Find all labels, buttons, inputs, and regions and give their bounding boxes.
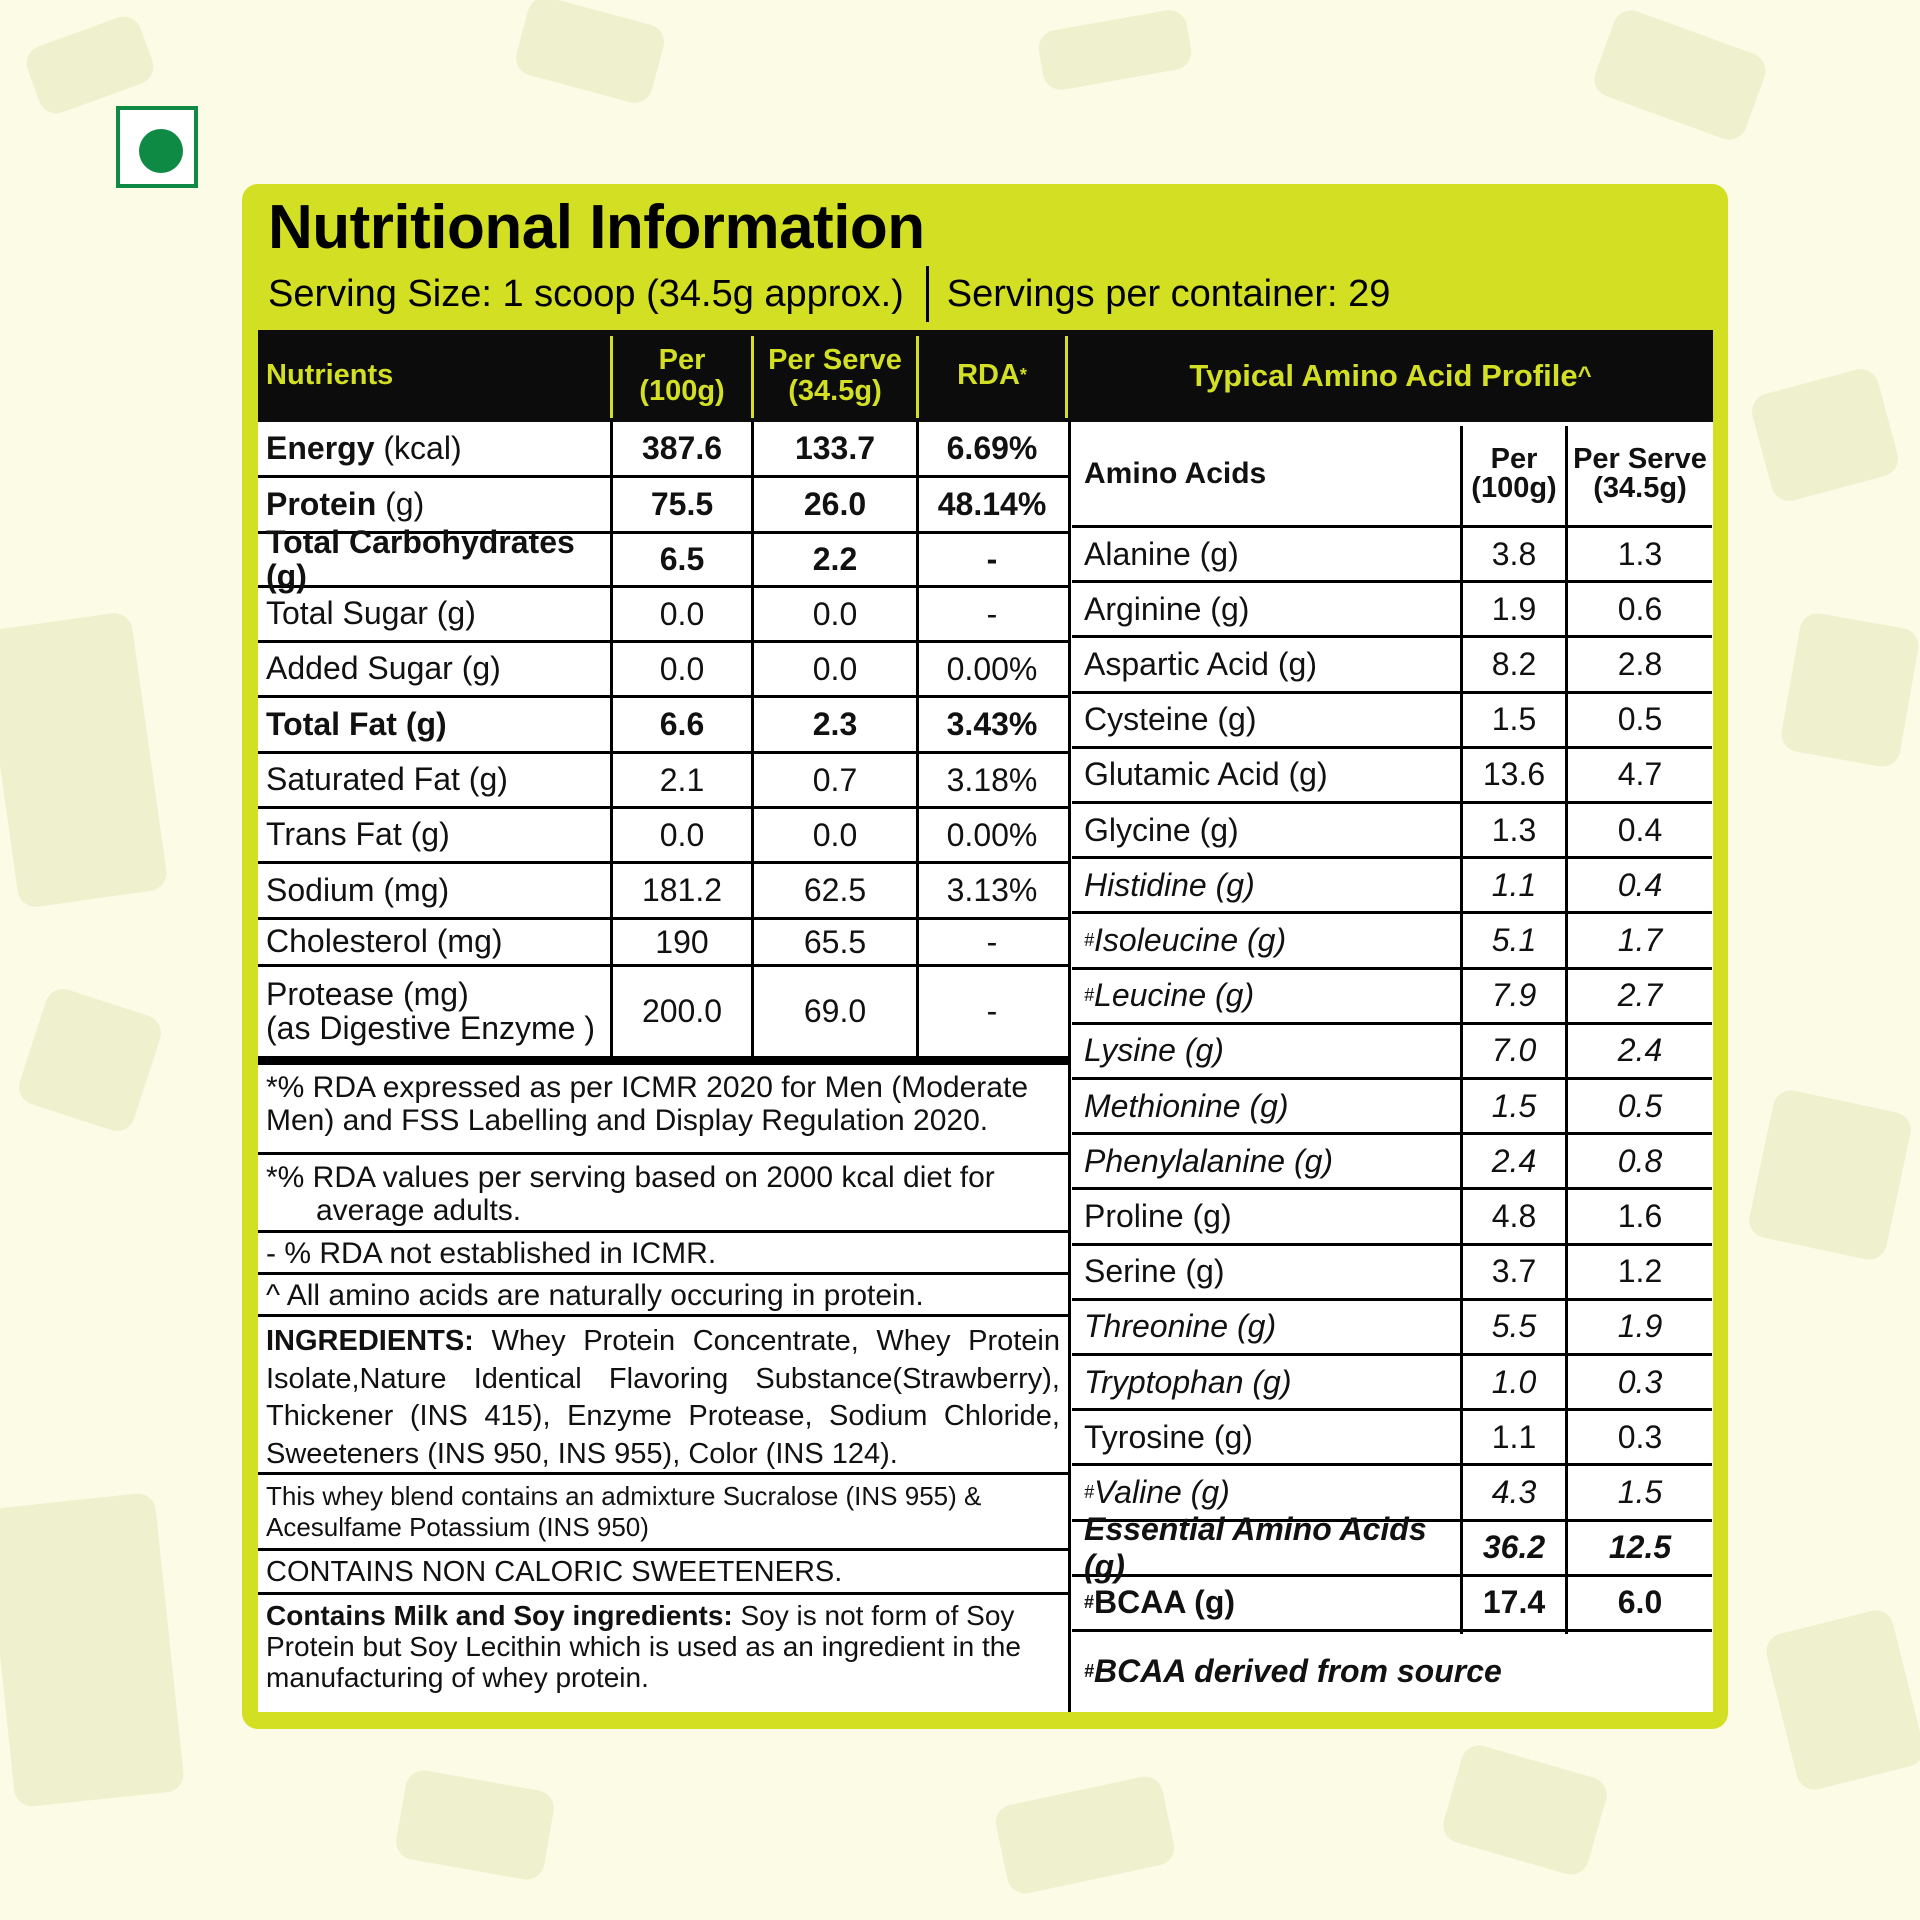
table-row xyxy=(1072,1190,1712,1245)
allergen-note: Contains Milk and Soy ingredients: Soy is not form of Soy Protein but Soy Lecithin which is used as an ingredient in the manufacturing of whey protein. xyxy=(266,1600,1021,1693)
amino-acid-name: Histidine (g) xyxy=(1084,866,1255,903)
table-row xyxy=(1072,970,1712,1025)
amino-acid-name: Glycine (g) xyxy=(1084,811,1239,848)
perserve-value: 0.0 xyxy=(812,595,858,632)
servings-per-container: Servings per container: 29 xyxy=(946,272,1391,315)
table-row xyxy=(1072,1411,1712,1466)
table-row xyxy=(1072,694,1712,749)
header-per100: Per (100g) xyxy=(639,343,725,407)
amino-col-perserve: Per Serve (34.5g) xyxy=(1573,442,1707,504)
rda-value: 3.43% xyxy=(946,706,1038,742)
rda-value: - xyxy=(986,541,998,577)
per100-value: 1.3 xyxy=(1491,811,1537,848)
table-header xyxy=(258,330,1713,422)
perserve-value: 6.0 xyxy=(1617,1584,1663,1621)
perserve-value: 62.5 xyxy=(803,872,867,908)
per100-value: 36.2 xyxy=(1482,1529,1546,1566)
rda-value: 6.69% xyxy=(946,430,1038,466)
perserve-value: 0.7 xyxy=(812,761,858,798)
note-rda-icmr: *% RDA expressed as per ICMR 2020 for Men (Moderate Men) and FSS Labelling and Display Regulation 2020. xyxy=(258,1065,1068,1155)
table-row xyxy=(258,422,1068,478)
per100-value: 2.4 xyxy=(1491,1142,1537,1179)
table-row xyxy=(258,967,1068,1056)
per100-value: 0.0 xyxy=(659,595,705,632)
perserve-value: 0.5 xyxy=(1617,1087,1663,1124)
table-row xyxy=(1072,1577,1712,1632)
table-row xyxy=(258,643,1068,698)
per100-value: 5.1 xyxy=(1491,921,1537,958)
table-row xyxy=(1072,1025,1712,1080)
table-row xyxy=(1072,859,1712,914)
amino-acid-name: Arginine (g) xyxy=(1084,590,1250,627)
amino-acid-name: Alanine (g) xyxy=(1084,535,1239,572)
per100-value: 1.5 xyxy=(1491,701,1537,738)
table-row xyxy=(1072,528,1712,583)
amino-acid-name: Cysteine (g) xyxy=(1084,701,1257,738)
perserve-value: 65.5 xyxy=(803,923,867,960)
perserve-value: 0.4 xyxy=(1617,811,1663,848)
header-amino-profile: Typical Amino Acid Profile ^ xyxy=(1189,358,1592,394)
amino-acid-name: Aspartic Acid (g) xyxy=(1084,645,1317,682)
table-row xyxy=(258,864,1068,920)
admixture-note: This whey blend contains an admixture Sucralose (INS 955) & Acesulfame Potassium (INS 950) xyxy=(258,1475,1068,1551)
amino-acid-name: Tyrosine (g) xyxy=(1084,1418,1253,1455)
per100-value: 13.6 xyxy=(1482,756,1546,793)
nutrient-name: Saturated Fat (g) xyxy=(266,761,508,798)
per100-value: 0.0 xyxy=(659,816,705,853)
table-row xyxy=(1072,749,1712,804)
table-row xyxy=(1072,583,1712,638)
per100-value: 4.8 xyxy=(1491,1197,1537,1234)
perserve-value: 2.2 xyxy=(812,541,858,577)
table-row xyxy=(1072,1510,1712,1584)
nutrient-name: Total Sugar (g) xyxy=(266,595,476,632)
amino-acid-name: Essential Amino Acids (g) xyxy=(1084,1510,1427,1584)
perserve-value: 0.4 xyxy=(1617,866,1663,903)
table-row xyxy=(1072,1301,1712,1356)
page-title: Nutritional Information xyxy=(268,193,925,262)
perserve-value: 2.7 xyxy=(1617,977,1663,1014)
per100-value: 4.3 xyxy=(1491,1473,1537,1510)
per100-value: 387.6 xyxy=(641,430,723,466)
amino-acid-name: # Isoleucine (g) xyxy=(1084,921,1287,958)
per100-value: 17.4 xyxy=(1482,1584,1546,1621)
nutrient-name: Total Fat (g) xyxy=(266,705,447,742)
rda-value: - xyxy=(986,993,998,1029)
per100-value: 0.0 xyxy=(659,650,705,687)
amino-acid-name: Tryptophan (g) xyxy=(1084,1363,1292,1400)
table-row xyxy=(1072,1246,1712,1301)
header-rda: RDA * xyxy=(957,359,1027,392)
perserve-value: 1.9 xyxy=(1617,1308,1663,1345)
per100-value: 190 xyxy=(655,923,709,960)
bcaa-footnote: # BCAA derived from source xyxy=(1084,1652,1502,1689)
per100-value: 1.1 xyxy=(1491,866,1537,903)
divider xyxy=(926,266,929,322)
header-perserve: Per Serve (34.5g) xyxy=(768,343,902,407)
table-row xyxy=(1072,1356,1712,1411)
amino-acid-name: Threonine (g) xyxy=(1084,1308,1277,1345)
amino-acid-name: Phenylalanine (g) xyxy=(1084,1142,1334,1179)
per100-value: 75.5 xyxy=(650,486,714,522)
rda-value: 0.00% xyxy=(946,650,1038,687)
amino-acid-name: # Leucine (g) xyxy=(1084,977,1255,1014)
table-row xyxy=(1072,638,1712,693)
perserve-value: 1.6 xyxy=(1617,1197,1663,1234)
nutrient-name: Total Carbohydrates (g) xyxy=(266,523,575,594)
table-row xyxy=(258,523,1068,594)
perserve-value: 69.0 xyxy=(803,993,867,1029)
amino-acid-name: # Valine (g) xyxy=(1084,1473,1230,1510)
nutrient-name: Added Sugar (g) xyxy=(266,650,501,687)
table-row xyxy=(1072,804,1712,859)
nutrient-name: Protease (mg) (as Digestive Enzyme ) xyxy=(266,975,595,1046)
perserve-value: 0.6 xyxy=(1617,590,1663,627)
per100-value: 1.1 xyxy=(1491,1418,1537,1455)
amino-acid-name: # BCAA (g) xyxy=(1084,1584,1236,1621)
amino-acid-name: Lysine (g) xyxy=(1084,1032,1224,1069)
perserve-value: 133.7 xyxy=(794,430,876,466)
divider xyxy=(258,1056,1068,1065)
perserve-value: 1.3 xyxy=(1617,535,1663,572)
perserve-value: 2.8 xyxy=(1617,645,1663,682)
perserve-value: 1.7 xyxy=(1617,921,1663,958)
serving-info xyxy=(268,266,1390,322)
divider xyxy=(1068,422,1071,1712)
divider xyxy=(1565,426,1568,1634)
per100-value: 8.2 xyxy=(1491,645,1537,682)
rda-value: - xyxy=(986,595,998,632)
divider xyxy=(1460,426,1463,1634)
table-row xyxy=(258,754,1068,809)
nutrient-name: Cholesterol (mg) xyxy=(266,923,503,960)
vegetarian-mark-icon xyxy=(116,106,198,188)
amino-acid-name: Proline (g) xyxy=(1084,1197,1232,1234)
note-amino-natural: ^ All amino acids are naturally occuring in protein. xyxy=(258,1275,1068,1317)
perserve-value: 2.4 xyxy=(1617,1032,1663,1069)
amino-acid-name: Methionine (g) xyxy=(1084,1087,1289,1124)
nutrient-name: Protein (g) xyxy=(266,485,425,522)
note-rda-not-established: - % RDA not established in ICMR. xyxy=(258,1233,1068,1275)
per100-value: 5.5 xyxy=(1491,1308,1537,1345)
per100-value: 3.7 xyxy=(1491,1253,1537,1290)
per100-value: 181.2 xyxy=(641,872,723,908)
serving-size: Serving Size: 1 scoop (34.5g approx.) xyxy=(268,272,904,315)
rda-value: 0.00% xyxy=(946,816,1038,853)
amino-acid-name: Glutamic Acid (g) xyxy=(1084,756,1328,793)
per100-value: 2.1 xyxy=(659,761,705,798)
per100-value: 7.0 xyxy=(1491,1032,1537,1069)
perserve-value: 0.3 xyxy=(1617,1418,1663,1455)
header-nutrients: Nutrients xyxy=(266,359,394,392)
table-area xyxy=(258,330,1713,1712)
perserve-value: 4.7 xyxy=(1617,756,1663,793)
table-row xyxy=(1072,1080,1712,1135)
amino-col-name: Amino Acids xyxy=(1084,456,1267,490)
amino-col-per100: Per (100g) xyxy=(1471,442,1557,504)
perserve-value: 0.8 xyxy=(1617,1142,1663,1179)
amino-subheader xyxy=(1072,422,1712,528)
per100-value: 200.0 xyxy=(641,993,723,1029)
table-row xyxy=(258,920,1068,967)
note-rda-kcal: *% RDA values per serving based on 2000 kcal diet for average adults. xyxy=(258,1155,1068,1233)
per100-value: 6.6 xyxy=(659,706,705,742)
ingredients: INGREDIENTS: Whey Protein Concentrate, Whey Protein Isolate,Nature Identical Flavoring Substance(Strawberry), Thickener (INS 415), Enzyme Protease, Sodium Chloride, Sweeteners (INS 950, INS 955), Color (INS 124). xyxy=(258,1317,1068,1475)
perserve-value: 0.0 xyxy=(812,650,858,687)
perserve-value: 26.0 xyxy=(803,486,867,522)
table-row xyxy=(258,809,1068,864)
per100-value: 1.5 xyxy=(1491,1087,1537,1124)
table-row xyxy=(258,588,1068,643)
nutrient-name: Trans Fat (g) xyxy=(266,816,450,853)
rda-value: 3.13% xyxy=(946,872,1038,908)
per100-value: 3.8 xyxy=(1491,535,1537,572)
nutrition-panel xyxy=(242,184,1728,1729)
perserve-value: 2.3 xyxy=(812,706,858,742)
perserve-value: 0.0 xyxy=(812,816,858,853)
table-row xyxy=(1072,1135,1712,1190)
nutrient-name: Energy (kcal) xyxy=(266,429,462,466)
per100-value: 7.9 xyxy=(1491,977,1537,1014)
nutrient-name: Sodium (mg) xyxy=(266,871,450,908)
per100-value: 6.5 xyxy=(659,541,705,577)
rda-value: 3.18% xyxy=(946,761,1038,798)
non-caloric-note: CONTAINS NON CALORIC SWEETENERS. xyxy=(258,1551,1068,1595)
perserve-value: 0.3 xyxy=(1617,1363,1663,1400)
rda-value: - xyxy=(986,923,998,960)
table-row xyxy=(1072,914,1712,969)
per100-value: 1.0 xyxy=(1491,1363,1537,1400)
amino-acid-name: Serine (g) xyxy=(1084,1253,1225,1290)
table-row xyxy=(258,698,1068,754)
perserve-value: 0.5 xyxy=(1617,701,1663,738)
perserve-value: 12.5 xyxy=(1608,1529,1672,1566)
rda-value: 48.14% xyxy=(937,486,1047,522)
perserve-value: 1.2 xyxy=(1617,1253,1663,1290)
perserve-value: 1.5 xyxy=(1617,1473,1663,1510)
per100-value: 1.9 xyxy=(1491,590,1537,627)
